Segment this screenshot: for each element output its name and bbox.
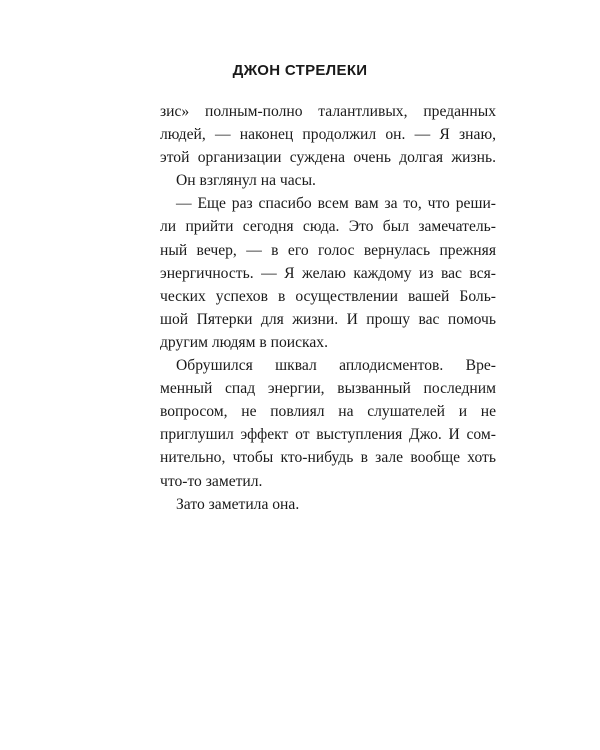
text-line: приглушил эффект от выступления Джо. И сом- bbox=[160, 426, 496, 444]
paragraph bbox=[160, 354, 496, 493]
text-line: зис» полным-полно талантливых, преданных bbox=[160, 103, 496, 120]
text-line: энергичность. — Я желаю каждому из вас вся- bbox=[160, 264, 496, 282]
text-line: ный вечер, — в его голос вернулась прежняя bbox=[160, 241, 496, 259]
text-line: Обрушился шквал аплодисментов. Вре- bbox=[176, 357, 496, 375]
text-line: менный спад энергии, вызванный последним bbox=[160, 380, 496, 398]
paragraph bbox=[160, 192, 496, 354]
body-text bbox=[160, 100, 496, 516]
text-line: ли прийти сегодня сюда. Это был замечатель- bbox=[160, 218, 496, 236]
text-line: вопросом, не повлиял на слушателей и не bbox=[160, 403, 496, 421]
text-line: — Еще раз спасибо всем вам за то, что реши- bbox=[176, 195, 496, 213]
text-line: что-то заметил. bbox=[160, 472, 263, 490]
text-line: этой организации суждена очень долгая жизнь. bbox=[160, 149, 496, 167]
text-line: Зато заметила она. bbox=[176, 495, 300, 513]
text-line: людей, — наконец продолжил он. — Я знаю, bbox=[160, 126, 496, 144]
paragraph bbox=[160, 169, 496, 192]
text-line: ческих успехов в осуществлении вашей Боль- bbox=[160, 287, 496, 305]
running-head-author: ДЖОН СТРЕЛЕКИ bbox=[232, 62, 368, 79]
paragraph bbox=[160, 100, 496, 169]
paragraph bbox=[160, 493, 496, 516]
text-line: шой Пятерки для жизни. И прошу вас помочь bbox=[160, 310, 496, 328]
text-line: Он взглянул на часы. bbox=[176, 172, 316, 190]
text-line: другим людям в поисках. bbox=[160, 333, 328, 351]
text-line: нительно, чтобы кто-нибудь в зале вообще хоть bbox=[160, 449, 496, 467]
